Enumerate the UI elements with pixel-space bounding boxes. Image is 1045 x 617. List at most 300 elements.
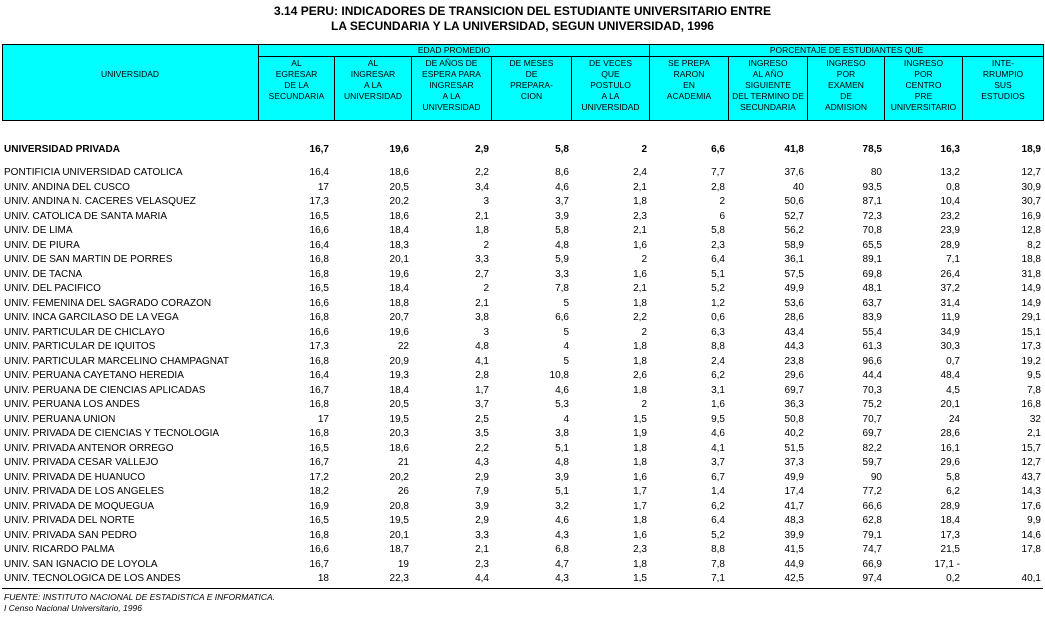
row-value: 48,4: [940, 370, 960, 381]
row-value: 42,5: [784, 573, 804, 584]
header-column: [334, 57, 411, 120]
row-value: 16,7: [309, 457, 329, 468]
table-row: [0, 340, 1045, 355]
table-row: [0, 413, 1045, 428]
row-value: 17,6: [1021, 500, 1041, 512]
row-value: 9,5: [711, 413, 725, 425]
header-column-line: DE: [840, 91, 852, 101]
row-value: 11,9: [941, 312, 960, 323]
row-value: 4,3: [475, 457, 489, 468]
row-value: 18,6: [389, 167, 409, 178]
row-value: 2: [641, 399, 647, 410]
header-column-line: ESTUDIOS: [981, 91, 1025, 101]
row-value: 5: [563, 326, 569, 338]
row-value: 23,2: [940, 210, 960, 222]
row-value: 2,1: [1027, 428, 1041, 439]
row-name: UNIV. PRIVADA CESAR VALLEJO: [4, 457, 159, 468]
row-value: 5,2: [711, 529, 725, 541]
row-value: 7,1: [711, 573, 725, 584]
table-row: [0, 181, 1045, 196]
row-name: UNIV. PRIVADA DEL NORTE: [4, 515, 135, 526]
row-value: 18,7: [389, 544, 409, 555]
row-name: UNIV. PRIVADA DE CIENCIAS Y TECNOLOGIA: [4, 428, 220, 439]
table-row: [0, 268, 1045, 283]
row-name: UNIV. PERUANA LOS ANDES: [4, 399, 140, 410]
table-row: [0, 384, 1045, 399]
row-value: 16,5: [309, 515, 329, 526]
row-value: 18,4: [389, 384, 409, 396]
row-value: 1,6: [711, 399, 725, 410]
row-value: 1,8: [633, 457, 647, 468]
row-value: 37,3: [784, 457, 804, 468]
row-value: 16,5: [309, 210, 329, 222]
row-value: 18,4: [389, 283, 409, 294]
row-value: 20,1: [940, 399, 960, 410]
row-name: UNIV. RICARDO PALMA: [4, 544, 115, 555]
row-value: 17,2: [309, 471, 329, 483]
header-column: [728, 57, 807, 120]
row-value: 0,7: [946, 355, 960, 367]
row-value: 20,1: [389, 529, 409, 541]
row-value: 16,7: [309, 558, 329, 570]
row-value: 16,7: [309, 143, 329, 155]
row-name: UNIV. PERUANA CAYETANO HEREDIA: [4, 370, 184, 381]
row-value: 41,8: [784, 143, 804, 155]
row-value: 19,6: [389, 143, 409, 155]
row-value: 3,4: [475, 181, 489, 193]
row-value: 50,6: [784, 196, 804, 207]
table-row: [0, 210, 1045, 225]
row-value: 3,9: [475, 500, 489, 512]
row-value: 17,3: [309, 196, 329, 207]
row-value: 78,5: [862, 143, 882, 155]
header-column-line: AL: [367, 58, 379, 68]
rule-line: [2, 44, 1043, 45]
row-value: 5,8: [946, 471, 960, 483]
table-row: [0, 355, 1045, 370]
row-value: 72,3: [862, 210, 882, 222]
row-value: 29,1: [1021, 312, 1041, 323]
row-value: 1,8: [633, 196, 647, 207]
header-column-line: DE AÑOS DE: [425, 58, 478, 68]
row-value: 2,6: [633, 370, 647, 381]
row-value: 18,6: [389, 442, 409, 454]
header-column-line: EXAMEN: [828, 80, 864, 90]
row-value: 2,1: [633, 181, 647, 193]
row-value: 19,5: [389, 515, 409, 526]
row-value: 14,3: [1021, 486, 1041, 497]
row-value: 4,6: [711, 428, 725, 439]
row-value: 2,4: [633, 167, 647, 178]
row-name: UNIV. ANDINA N. CACERES VELASQUEZ: [4, 196, 196, 207]
row-value: 93,5: [862, 181, 882, 193]
row-value: 3,9: [555, 471, 569, 483]
row-value: 26: [397, 486, 409, 497]
row-value: 44,3: [784, 341, 804, 352]
header-column-line: INGRESO: [826, 58, 866, 68]
row-value: 83,9: [862, 312, 882, 323]
row-value: 34,9: [940, 326, 960, 338]
row-value: 6,8: [555, 544, 569, 555]
row-value: 2,1: [475, 544, 489, 555]
header-column-line: EGRESAR: [275, 69, 318, 79]
row-value: 1,8: [475, 225, 489, 236]
header-column-line: DE VECES: [589, 58, 632, 68]
table-row: [0, 369, 1045, 384]
table-row: [0, 456, 1045, 471]
row-value: 10,8: [549, 370, 569, 381]
row-value: 40,2: [784, 428, 804, 439]
row-value: 41,5: [784, 544, 804, 555]
row-value: 1,6: [633, 471, 647, 483]
row-value: 15,7: [1021, 442, 1041, 454]
header-column-line: SUS: [994, 80, 1012, 90]
row-value: 12,8: [1021, 225, 1041, 236]
header-column-line: UNIVERSIDAD: [343, 91, 403, 101]
row-value: 65,5: [862, 239, 882, 251]
header-universidad-label: UNIVERSIDAD: [100, 69, 160, 79]
header-column-line: RRUMPIO: [982, 69, 1024, 79]
header-column: [258, 57, 334, 120]
row-value: 20,2: [389, 471, 409, 483]
footer-source: FUENTE: INSTITUTO NACIONAL DE ESTADISTICA E INFORMATICA.: [4, 592, 276, 602]
row-value: 4,7: [555, 558, 569, 570]
row-value: 3,3: [475, 254, 489, 265]
row-value: 18,8: [389, 297, 409, 309]
row-value: 18,4: [940, 515, 960, 526]
header-column-line: ESPERA PARA: [422, 69, 481, 79]
header-column-line: POR: [914, 69, 933, 79]
row-value: 22: [397, 341, 409, 352]
row-value: 3,3: [475, 529, 489, 541]
row-value: 17,4: [784, 486, 804, 497]
row-value: 16,5: [309, 283, 329, 294]
header-column: [491, 57, 571, 120]
row-value: 19,6: [389, 326, 409, 338]
row-name: UNIV. CATOLICA DE SANTA MARIA: [4, 210, 168, 222]
row-value: 9,5: [1027, 370, 1041, 381]
row-value: 20,3: [389, 428, 409, 439]
header-column-line: SECUNDARIA: [740, 102, 796, 112]
row-name: UNIV. PARTICULAR MARCELINO CHAMPAGNAT: [4, 355, 230, 367]
table-row: [0, 326, 1045, 341]
row-value: 66,6: [862, 500, 882, 512]
row-value: 0,6: [711, 312, 725, 323]
table-row: [0, 543, 1045, 558]
table-row: [0, 166, 1045, 181]
row-value: 18,3: [389, 239, 409, 251]
row-value: 7,1: [946, 254, 960, 265]
row-value: 2,3: [475, 558, 489, 570]
row-value: 5,3: [555, 399, 569, 410]
row-value: 6,4: [711, 254, 725, 265]
table-row: [0, 297, 1045, 312]
rule-line: [1043, 44, 1044, 121]
row-value: 4,1: [475, 355, 489, 367]
row-value: 5,8: [555, 225, 569, 236]
row-value: 4: [563, 413, 569, 425]
header-column-line: UNIVERSITARIO: [890, 102, 957, 112]
row-name: UNIV. PRIVADA DE LOS ANGELES: [4, 486, 165, 497]
header-column: [962, 57, 1043, 120]
row-name: UNIV. INCA GARCILASO DE LA VEGA: [4, 312, 179, 323]
row-value: 1,5: [633, 413, 647, 425]
row-value: 20,7: [389, 312, 409, 323]
header-group-edad-promedio: EDAD PROMEDIO: [258, 45, 649, 57]
table-row: [0, 427, 1045, 442]
header-column-line: DE MESES: [509, 58, 554, 68]
header-column-line: UNIVERSIDAD: [422, 102, 481, 112]
header-column-line: POR: [836, 69, 856, 79]
row-value: 31,8: [1021, 268, 1041, 280]
row-value: 20,8: [389, 500, 409, 512]
row-value: 66,9: [862, 558, 882, 570]
row-value: 4,8: [475, 341, 489, 352]
row-value: 49,9: [784, 283, 804, 294]
header-column-line: ADMISION: [824, 102, 868, 112]
row-value: 2,8: [711, 181, 725, 193]
row-value: 14,6: [1021, 529, 1041, 541]
row-value: 30,9: [1021, 181, 1041, 193]
row-value: 2,2: [475, 167, 489, 178]
row-value: 16,1: [940, 442, 960, 454]
row-value: 16,8: [309, 312, 329, 323]
table-row: [0, 471, 1045, 486]
row-value: 55,4: [862, 326, 882, 338]
header-column-line: QUE: [601, 69, 620, 79]
row-value: 30,3: [940, 341, 960, 352]
row-value: 49,9: [784, 471, 804, 483]
header-column-line: UNIVERSIDAD: [581, 102, 640, 112]
row-value: 8,6: [555, 167, 569, 178]
row-value: 2,1: [475, 297, 489, 309]
header-column-line: EN: [683, 80, 695, 90]
header-column-line: SIGUIENTE: [745, 80, 791, 90]
row-value: 16,4: [309, 370, 329, 381]
row-value: 2,1: [633, 283, 647, 294]
row-value: 39,9: [784, 529, 804, 541]
row-name: UNIV. DE LIMA: [4, 225, 73, 236]
row-name: UNIV. PRIVADA DE HUANUCO: [4, 471, 146, 483]
row-value: 8,2: [1027, 239, 1041, 251]
row-value: 70,3: [862, 384, 882, 396]
row-value: 13,2: [940, 167, 960, 178]
table-row: [0, 311, 1045, 326]
row-value: 5: [563, 355, 569, 367]
row-value: 89,1: [862, 254, 882, 265]
row-value: 4,5: [946, 384, 960, 396]
row-value: 3,3: [555, 268, 569, 280]
table-row: [0, 282, 1045, 297]
row-value: 5,2: [711, 283, 725, 294]
header-column-line: INGRESO: [748, 58, 788, 68]
table-row: [0, 195, 1045, 210]
row-value: 20,2: [389, 196, 409, 207]
row-value: 18,8: [1021, 254, 1041, 265]
row-value: 37,2: [940, 283, 960, 294]
header-column-line: INTE-: [991, 58, 1015, 68]
header-column: [884, 57, 962, 120]
header-column-line: A LA: [364, 80, 382, 90]
row-value: 17,3: [309, 341, 329, 352]
row-value: 16,8: [309, 355, 329, 367]
row-value: 16,8: [309, 399, 329, 410]
row-value: 5,1: [555, 442, 569, 454]
row-value: 12,7: [1021, 457, 1041, 468]
row-value: 4: [563, 341, 569, 352]
row-value: 6,2: [711, 370, 725, 381]
row-value: 40: [792, 181, 804, 193]
row-value: 1,7: [475, 384, 489, 396]
row-value: 1,7: [633, 486, 647, 497]
row-value: 1,8: [633, 341, 647, 352]
header-column: [571, 57, 649, 120]
row-value: 17,3: [1021, 341, 1041, 352]
header-column-line: POSTULO: [590, 80, 631, 90]
row-name: UNIV. SAN IGNACIO DE LOYOLA: [4, 558, 158, 570]
row-value: 2: [641, 143, 647, 155]
row-value: 30,7: [1021, 196, 1041, 207]
row-value: 3,1: [711, 384, 725, 396]
row-value: 2,9: [475, 471, 489, 483]
row-value: 18,4: [389, 225, 409, 236]
row-value: 4,1: [711, 442, 725, 454]
row-value: 69,7: [862, 428, 882, 439]
row-value: 7,9: [475, 486, 489, 497]
row-value: 6,2: [711, 500, 725, 512]
row-name: UNIV. DEL PACIFICO: [4, 283, 101, 294]
rule-line: [2, 44, 3, 121]
row-value: 1,8: [633, 442, 647, 454]
row-value: 59,7: [862, 457, 882, 468]
table-row: [0, 442, 1045, 457]
header-column: [411, 57, 491, 120]
row-value: 44,4: [862, 370, 882, 381]
row-value: 40,1: [1021, 573, 1041, 584]
row-value: 3,5: [475, 428, 489, 439]
table-row: [0, 239, 1045, 254]
row-value: 16,8: [309, 268, 329, 280]
row-value: 16,4: [309, 239, 329, 251]
row-value: 4,6: [555, 384, 569, 396]
header-column-line: CENTRO: [905, 80, 942, 90]
header-column-line: ACADEMIA: [666, 91, 712, 101]
row-value: 6,7: [711, 471, 725, 483]
header-column-line: SECUNDARIA: [268, 91, 325, 101]
row-value: 16,9: [1021, 210, 1041, 222]
row-value: 6,3: [711, 326, 725, 338]
row-value: 14,9: [1021, 283, 1041, 294]
row-value: 53,6: [784, 297, 804, 309]
row-name: UNIV. DE SAN MARTIN DE PORRES: [4, 254, 173, 265]
row-value: 21,5: [940, 544, 960, 555]
header-column: [649, 57, 728, 120]
row-name: UNIV. ANDINA DEL CUSCO: [4, 181, 130, 193]
row-value: 52,7: [784, 210, 804, 222]
row-value: 1,4: [711, 486, 725, 497]
row-value: 4,4: [475, 573, 489, 584]
row-value: 8,8: [711, 341, 725, 352]
row-value: 8,8: [711, 544, 725, 555]
row-value: 17: [317, 413, 329, 425]
header-column-line: INGRESO: [903, 58, 944, 68]
header-universidad: [2, 45, 258, 120]
row-value: 5,1: [555, 486, 569, 497]
table-row: [0, 514, 1045, 529]
row-value: 1,8: [633, 297, 647, 309]
row-value: 18,6: [389, 210, 409, 222]
header-column-line: PREPARA-: [510, 80, 553, 90]
table-row: [0, 224, 1045, 239]
row-value: 31,4: [940, 297, 960, 309]
row-value: 4,8: [555, 239, 569, 251]
row-name: UNIV. PARTICULAR DE CHICLAYO: [4, 326, 165, 338]
header-column-line: INGRESAR: [429, 80, 474, 90]
header-group-porcentaje: PORCENTAJE DE ESTUDIANTES QUE: [649, 45, 1043, 57]
table-row: [0, 485, 1045, 500]
row-value: 21: [397, 457, 409, 468]
table-row: [0, 398, 1045, 413]
header-column-line: DE: [525, 69, 538, 79]
row-name: UNIV. PRIVADA DE MOQUEGUA: [4, 500, 155, 512]
row-value: 2,5: [475, 413, 489, 425]
row-value: 80: [870, 167, 882, 178]
row-value: 16,8: [1021, 399, 1041, 410]
row-value: 17,3: [940, 529, 960, 541]
row-value: 29,6: [784, 370, 804, 381]
header-column-line: AL AÑO: [752, 69, 784, 79]
footer-census: I Censo Nacional Universitario, 1996: [4, 603, 142, 613]
row-value: 2: [641, 254, 647, 265]
table-row: [0, 529, 1045, 544]
row-value: 28,9: [940, 500, 960, 512]
row-name: UNIV. DE PIURA: [4, 239, 80, 251]
row-value: 6,6: [555, 312, 569, 323]
row-value: 43,4: [784, 326, 804, 338]
row-value: 17: [317, 181, 329, 193]
row-value: 44,9: [784, 558, 804, 570]
row-value: 2,2: [633, 312, 647, 323]
header-column-line: AL: [291, 58, 302, 68]
row-value: 2,7: [475, 268, 489, 280]
row-value: 26,4: [940, 268, 960, 280]
row-value: 0,2: [946, 573, 960, 584]
row-value: 43,7: [1021, 471, 1041, 483]
row-value: 20,5: [389, 399, 409, 410]
row-value: 2,9: [475, 143, 489, 155]
row-value: 6,2: [946, 486, 960, 497]
row-value: 16,6: [309, 326, 329, 338]
row-name: PONTIFICIA UNIVERSIDAD CATOLICA: [4, 167, 183, 178]
row-value: 0,8: [946, 181, 960, 193]
header-column: [807, 57, 884, 120]
row-value: 87,1: [862, 196, 882, 207]
row-value: 69,8: [862, 268, 882, 280]
row-value: 7,8: [1027, 384, 1041, 396]
row-value: 3,2: [555, 500, 569, 512]
total-row: [0, 143, 1045, 158]
row-value: 2: [483, 283, 489, 294]
row-value: 1,9: [633, 428, 647, 439]
row-value: 50,8: [784, 413, 804, 425]
row-value: 75,2: [862, 399, 882, 410]
row-value: 69,7: [784, 384, 804, 396]
row-value: 5,8: [555, 143, 569, 155]
rule-line: [2, 588, 1043, 589]
row-value: 23,9: [940, 225, 960, 236]
row-value: 3,7: [711, 457, 725, 468]
row-value: 1,6: [633, 268, 647, 280]
